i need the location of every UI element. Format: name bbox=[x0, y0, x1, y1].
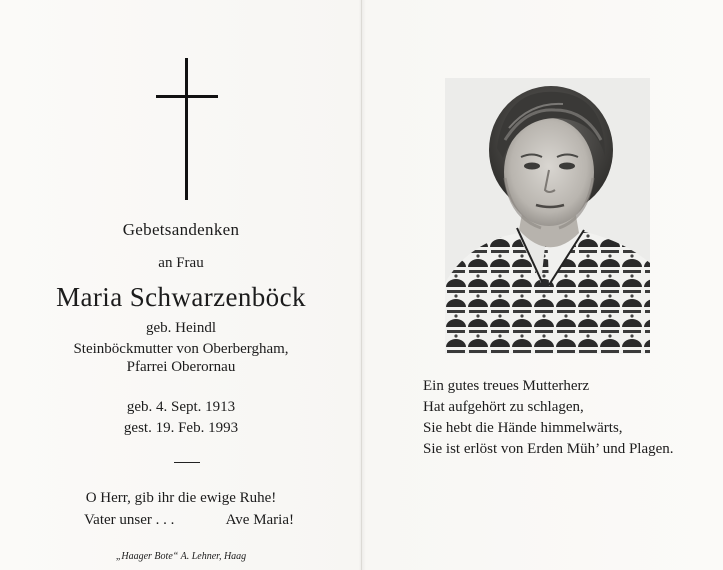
death-date: gest. 19. Feb. 1993 bbox=[123, 420, 239, 436]
place-line-1: Steinböckmutter von Oberbergham, bbox=[73, 341, 289, 357]
portrait-photo bbox=[445, 78, 650, 354]
poem-line-2: Hat aufgehört zu schlagen, bbox=[423, 399, 584, 415]
salutation: an Frau bbox=[158, 255, 204, 271]
place-line-2: Pfarrei Oberornau bbox=[126, 359, 236, 375]
prayer-vater-unser: Vater unser . . . bbox=[84, 512, 175, 528]
birth-date: geb. 4. Sept. 1913 bbox=[126, 399, 236, 415]
prayer-line-1: O Herr, gib ihr die ewige Ruhe! bbox=[85, 490, 277, 506]
printer-credit: „Haager Bote“ A. Lehner, Haag bbox=[115, 551, 247, 562]
prayer-ave-maria: Ave Maria! bbox=[225, 512, 294, 528]
deceased-name: Maria Schwarzenböck bbox=[56, 282, 306, 312]
cross-icon bbox=[156, 58, 218, 200]
card-heading: Gebetsandenken bbox=[122, 220, 240, 239]
poem-line-1: Ein gutes treues Mutterherz bbox=[423, 378, 590, 394]
poem-line-4: Sie ist erlöst von Erden Müh’ und Plagen. bbox=[423, 441, 674, 457]
poem-line-3: Sie hebt die Hände himmelwärts, bbox=[423, 420, 623, 436]
divider bbox=[174, 462, 200, 463]
poem bbox=[423, 376, 674, 460]
maiden-name: geb. Heindl bbox=[146, 320, 216, 336]
